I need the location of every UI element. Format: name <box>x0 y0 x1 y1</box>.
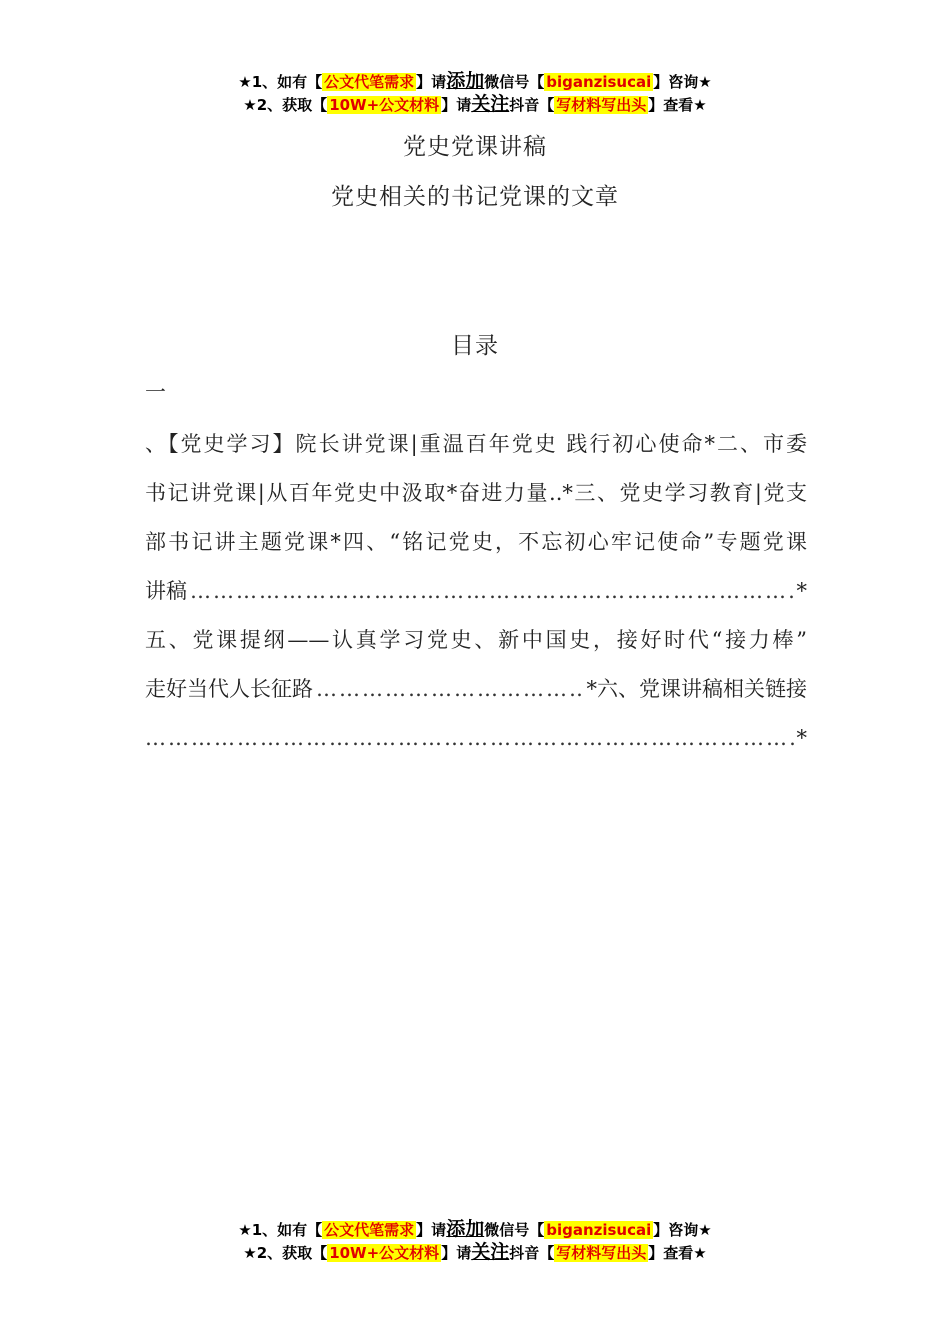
table-of-contents <box>145 368 807 763</box>
highlight-materials: 10W+公文材料 <box>329 1244 440 1262</box>
highlight-douyin: 写材料写出头 <box>556 1244 647 1262</box>
document-title: 党史党课讲稿 <box>403 134 547 160</box>
toc-line-7: 走好当代人长征路 ……………………………………………………………………………………………………………………………………………………………… *六、党课讲稿相关链接 <box>145 665 807 714</box>
promo-line-1: ★1、如有【 公文代笔需求 】请添加微信号【 biganzisucai 】咨询★ <box>238 70 712 92</box>
dot-leader <box>316 665 584 714</box>
document-subtitle: 党史相关的书记党课的文章 <box>331 184 619 210</box>
highlight-wechat-id: biganzisucai <box>546 1221 652 1239</box>
toc-line-5: 讲稿 ……………………………………………………………………………………………………………………………………………………………… * <box>145 567 807 616</box>
promo-banner-top <box>0 70 950 116</box>
promo-line-2: ★2、获取【 10W+公文材料 】请关注抖音【 写材料写出头 】查看★ <box>243 93 707 115</box>
highlight-wechat-id: biganzisucai <box>546 73 652 91</box>
highlight-service: 公文代笔需求 <box>324 73 415 91</box>
emphasis-add: 添加 <box>446 1218 485 1240</box>
emphasis-add: 添加 <box>446 70 485 92</box>
highlight-service: 公文代笔需求 <box>324 1221 415 1239</box>
emphasis-follow: 关注 <box>471 93 510 115</box>
promo-line-1: ★1、如有【 公文代笔需求 】请添加微信号【 biganzisucai 】咨询★ <box>238 1218 712 1240</box>
highlight-douyin: 写材料写出头 <box>556 96 647 114</box>
toc-line-4: 部书记讲主题党课*四、“铭记党史，不忘初心牢记使命”专题党课 <box>145 530 807 554</box>
toc-line-6: 五、党课提纲——认真学习党史、新中国史，接好时代“接力棒” <box>145 628 807 652</box>
toc-line-1: 一 <box>145 380 166 404</box>
emphasis-follow: 关注 <box>471 1241 510 1263</box>
toc-line-3: 书记讲党课|从百年党史中汲取*奋进力量..*三、党史学习教育|党支 <box>145 481 807 505</box>
toc-heading: 目录 <box>451 333 499 359</box>
highlight-materials: 10W+公文材料 <box>329 96 440 114</box>
promo-banner-bottom <box>0 1218 950 1264</box>
promo-line-2: ★2、获取【 10W+公文材料 】请关注抖音【 写材料写出头 】查看★ <box>243 1241 707 1263</box>
toc-line-8: ……………………………………………………………………………………………………………………………………………………………… * <box>145 714 807 763</box>
dot-leader <box>190 567 794 616</box>
toc-line-2: 、【党史学习】院长讲党课|重温百年党史 践行初心使命*二、市委 <box>145 432 807 456</box>
dot-leader <box>145 714 794 763</box>
